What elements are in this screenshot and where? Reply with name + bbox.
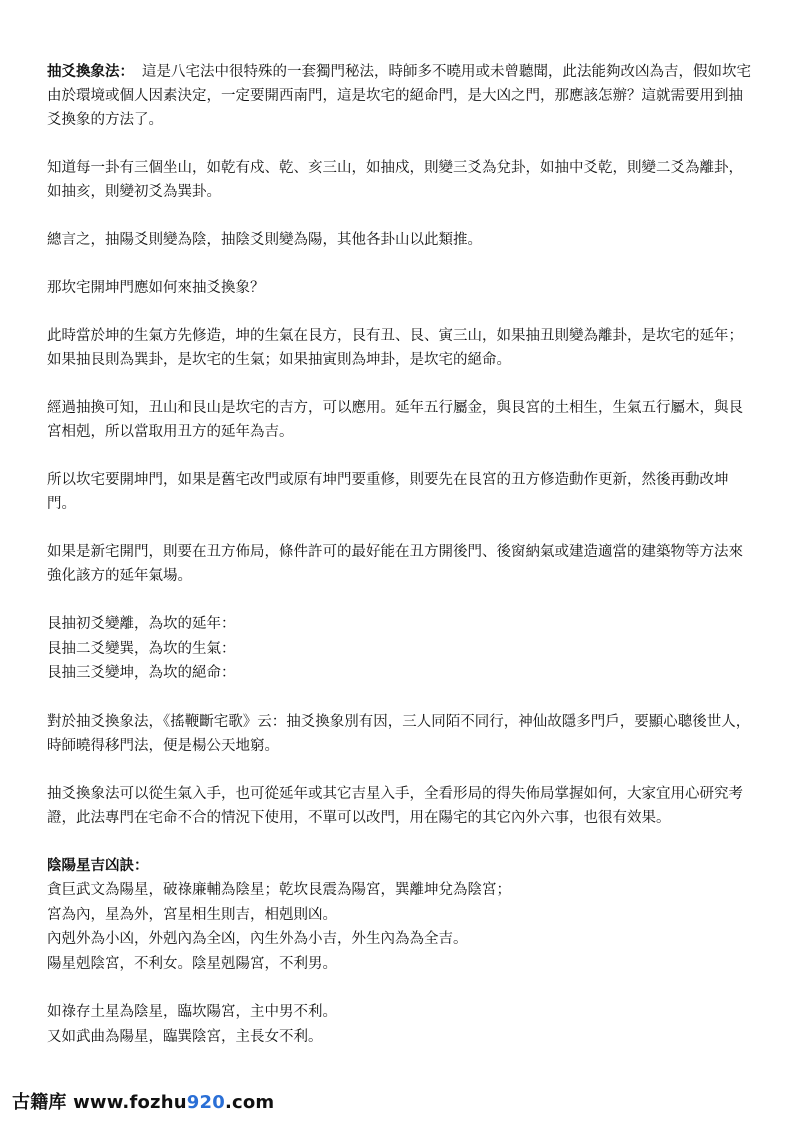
examples-block [47, 1000, 752, 1049]
yinyang-line-2: 宮為內，星為外，宮星相生則吉，相剋則凶。 [47, 906, 337, 923]
gen-line-2: 艮抽二爻變巽，為坎的生氣： [47, 640, 236, 657]
footer-watermark [12, 1088, 274, 1114]
example-line-2: 又如武曲為陽星，臨巽陰宮，主長女不利。 [47, 1028, 323, 1045]
footer-url-prefix: www.fozhu [73, 1092, 187, 1113]
section-yinyang-block [47, 854, 752, 977]
gen-line-1: 艮抽初爻變離，為坎的延年： [47, 616, 236, 632]
paragraph-1: 知道每一卦有三個坐山，如乾有戍、乾、亥三山，如抽戍，則變三爻為兌卦，如抽中爻乾，則變二爻為離卦，如抽亥，則變初爻為巽卦。 [47, 160, 743, 200]
section-heading-yinyang: 陰陽星吉凶訣： [47, 856, 149, 874]
paragraph-9: 抽爻換象法可以從生氣入手，也可從延年或其它吉星入手，全看形局的得失佈局掌握如何，大家宜用心研究考證，此法專門在宅命不合的情況下使用，不單可以改門，用在陽宅的其它內外六事，也很有效果。 [47, 785, 743, 826]
gen-lines-block [47, 612, 752, 686]
document-body [47, 60, 752, 1073]
paragraph-8: 對於抽爻換象法，《搖鞭斷宅歌》云：抽爻換象別有因，三人同陌不同行，神仙故隱多門戶，要顯心聰後世人，時師曉得移門法，便是楊公天地窮。 [47, 713, 751, 754]
gen-line-3: 艮抽三爻變坤，為坎的絕命： [47, 665, 236, 681]
footer-site-name: 古籍库 [12, 1092, 67, 1113]
footer-url-suffix: .com [224, 1092, 275, 1113]
paragraph-6: 所以坎宅要開坤門，如果是舊宅改門或原有坤門要重修，則要先在艮宮的丑方修造動作更新，然後再動改坤門。 [47, 472, 729, 512]
yinyang-line-1: 貪巨武文為陽星，破祿廉輔為陰星；乾坎艮震為陽宮，巽離坤兌為陰宮； [47, 882, 511, 898]
paragraph-7: 如果是新宅開門，則要在丑方佈局，條件許可的最好能在丑方開後門、後窗納氣或建造適當的建築物等方法來強化該方的延年氣場。 [47, 544, 743, 584]
intro-text: 這是八宅法中很特殊的一套獨門秘法，時師多不曉用或未曾聽聞，此法能夠改凶為吉，假如坎宅由於環境或個人因素決定，一定要開西南門，這是坎宅的絕命門，是大凶之門，那應該怎辦？這就需要用到抽爻換象的方法了。 [47, 64, 751, 128]
yinyang-line-3: 內剋外為小凶，外剋內為全凶，內生外為小吉，外生內為為全吉。 [47, 931, 468, 947]
paragraph-5: 經過抽換可知，丑山和艮山是坎宅的吉方，可以應用。延年五行屬金，與艮宮的土相生，生氣五行屬木，與艮宮相剋，所以當取用丑方的延年為吉。 [47, 400, 743, 440]
section-intro-paragraph [47, 60, 752, 132]
paragraph-3: 那坎宅開坤門應如何來抽爻換象？ [47, 280, 265, 296]
paragraph-2: 總言之，抽陽爻則變為陰，抽陰爻則變為陽，其他各卦山以此類推。 [47, 232, 482, 248]
yinyang-line-4: 陽星剋陰宮，不利女。陰星剋陽宮，不利男。 [47, 955, 337, 972]
example-line-1: 如祿存土星為陰星，臨坎陽宮，主中男不利。 [47, 1004, 337, 1020]
paragraph-4: 此時當於坤的生氣方先修造，坤的生氣在艮方，艮有丑、艮、寅三山，如果抽丑則變為離卦，是坎宅的延年；如果抽艮則為巽卦，是坎宅的生氣；如果抽寅則為坤卦，是坎宅的絕命。 [47, 328, 743, 368]
footer-url-number: 920 [186, 1092, 225, 1113]
section-heading-chouyao: 抽爻換象法： [47, 63, 134, 80]
